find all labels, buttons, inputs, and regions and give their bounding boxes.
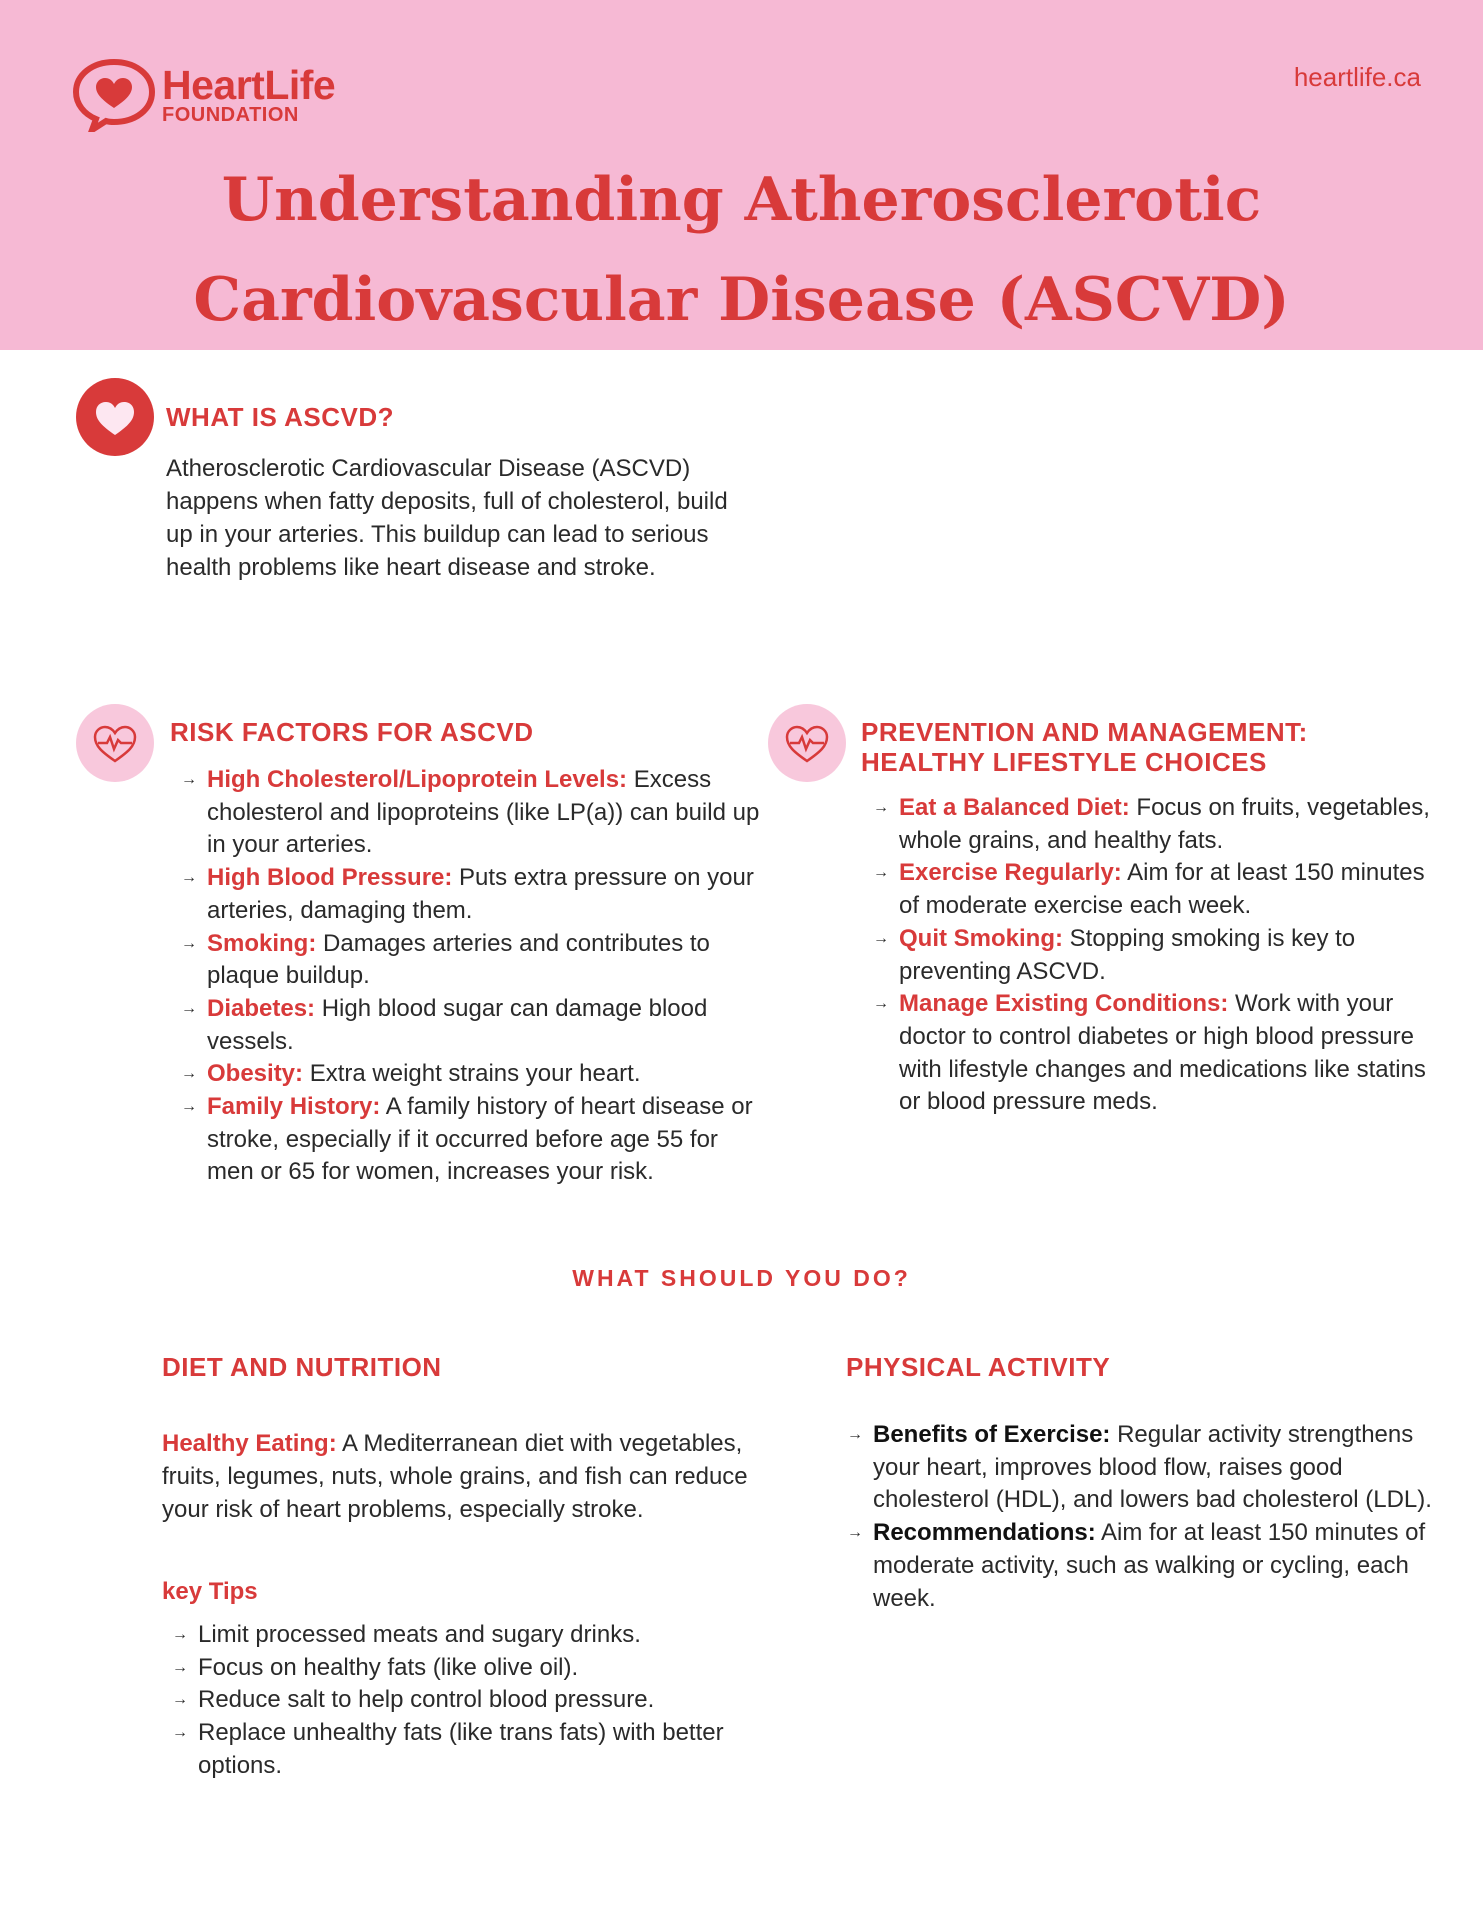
arrow-icon: →	[873, 799, 889, 816]
list-item	[847, 1517, 1437, 1615]
list-item	[181, 1058, 771, 1091]
activity-list	[847, 1419, 1437, 1615]
arrow-icon: →	[847, 1524, 863, 1542]
arrow-icon: →	[172, 1691, 188, 1709]
risk-term: Family History:	[207, 1093, 381, 1121]
prevention-text: Work with your doctor to control diabetes or high blood pressure with lifestyle changes and medications like statins or blood pressure meds.	[899, 990, 1426, 1116]
risk-term: Obesity:	[207, 1060, 304, 1088]
what-to-do-heading: WHAT SHOULD YOU DO?	[572, 1265, 911, 1291]
activity-term: Benefits of Exercise:	[873, 1421, 1111, 1448]
activity-heading: PHYSICAL ACTIVITY	[846, 1352, 1111, 1382]
activity-term: Recommendations:	[873, 1519, 1096, 1547]
list-item	[873, 857, 1433, 922]
list-item	[873, 988, 1433, 1119]
activity-text: Regular activity strengthens your heart, improves blood flow, raises good cholesterol (HDL), and lowers bad cholesterol (LDL).	[873, 1421, 1432, 1514]
risk-factors-heading: RISK FACTORS FOR ASCVD	[170, 717, 534, 747]
prevention-term: Quit Smoking:	[899, 924, 1063, 952]
page-header	[0, 0, 1483, 350]
arrow-icon: →	[181, 934, 197, 952]
tip-text: Focus on healthy fats (like olive oil).	[198, 1653, 579, 1681]
heart-icon	[76, 378, 154, 456]
what-is-line: health problems like heart disease and stroke.	[166, 554, 656, 581]
prevention-term: Manage Existing Conditions:	[899, 990, 1229, 1018]
diet-heading: DIET AND NUTRITION	[162, 1352, 442, 1382]
prevention-text: Aim for at least 150 minutes of moderate exercise each week.	[899, 859, 1425, 920]
arrow-icon: →	[172, 1658, 188, 1676]
risk-term: High Cholesterol/Lipoprotein Levels:	[207, 766, 628, 793]
arrow-icon: →	[873, 929, 889, 947]
heartbeat-icon	[768, 704, 846, 782]
what-is-heading: WHAT IS ASCVD?	[166, 402, 394, 432]
risk-text: Extra weight strains your heart.	[309, 1060, 641, 1088]
list-item	[873, 923, 1433, 988]
page-title-line-2: Cardiovascular Disease (ASCVD)	[193, 265, 1290, 335]
key-tips-list	[172, 1619, 762, 1783]
list-item	[181, 764, 771, 862]
arrow-icon: →	[181, 771, 197, 788]
arrow-icon: →	[181, 999, 197, 1017]
page-title	[0, 150, 1483, 350]
prevention-term: Eat a Balanced Diet:	[899, 794, 1130, 821]
heartlife-logo[interactable]	[72, 58, 372, 132]
arrow-icon: →	[181, 1065, 197, 1083]
prevention-term: Exercise Regularly:	[899, 859, 1122, 887]
arrow-icon: →	[847, 1426, 863, 1443]
prevention-list	[873, 792, 1433, 1119]
arrow-icon: →	[172, 1626, 188, 1643]
list-item	[172, 1652, 762, 1685]
risk-term: Smoking:	[207, 929, 317, 957]
list-item	[847, 1419, 1437, 1517]
activity-text: Aim for at least 150 minutes of moderate activity, such as walking or cycling, each week.	[873, 1519, 1426, 1612]
tip-text: Reduce salt to help control blood pressure.	[198, 1686, 655, 1714]
list-item	[172, 1619, 762, 1652]
risk-factors-list	[181, 764, 771, 1189]
arrow-icon: →	[172, 1724, 188, 1742]
what-is-line: Atherosclerotic Cardiovascular Disease (ASCVD)	[166, 455, 691, 482]
diet-intro-term: Healthy Eating:	[162, 1430, 337, 1457]
risk-term: Diabetes:	[207, 994, 316, 1022]
risk-text: Puts extra pressure on your arteries, damaging them.	[207, 864, 754, 924]
prevention-heading-line-2: HEALTHY LIFESTYLE CHOICES	[861, 747, 1267, 777]
risk-text: Damages arteries and contributes to plaque buildup.	[207, 929, 710, 990]
risk-text: A family history of heart disease or stroke, especially if it occurred before age 55 for men or 65 for women, increases your risk.	[207, 1093, 753, 1186]
arrow-icon: →	[181, 869, 197, 887]
page-title-line-1: Understanding Atherosclerotic	[221, 165, 1262, 235]
prevention-heading	[861, 717, 1308, 777]
tip-text: Replace unhealthy fats (like trans fats) with better options.	[198, 1719, 724, 1779]
risk-text: High blood sugar can damage blood vessels.	[207, 994, 708, 1055]
list-item	[873, 792, 1433, 857]
list-item	[172, 1684, 762, 1717]
arrow-icon: →	[873, 864, 889, 882]
prevention-heading-line-1: PREVENTION AND MANAGEMENT:	[861, 717, 1308, 747]
arrow-icon: →	[873, 995, 889, 1013]
risk-text: Excess cholesterol and lipoproteins (like LP(a)) can build up in your arteries.	[207, 766, 760, 859]
prevention-text: Focus on fruits, vegetables, whole grains, and healthy fats.	[899, 794, 1430, 854]
prevention-text: Stopping smoking is key to preventing ASCVD.	[899, 924, 1356, 985]
list-item	[181, 928, 771, 993]
list-item	[172, 1717, 762, 1782]
key-tips-heading: key Tips	[162, 1578, 258, 1605]
tip-text: Limit processed meats and sugary drinks.	[198, 1621, 641, 1648]
risk-term: High Blood Pressure:	[207, 864, 453, 892]
arrow-icon: →	[181, 1098, 197, 1116]
what-is-paragraph	[166, 452, 866, 584]
what-is-line: happens when fatty deposits, full of cholesterol, build	[166, 488, 728, 515]
logo-subtitle: FOUNDATION	[162, 104, 299, 126]
logo-title: HeartLife	[162, 62, 336, 108]
list-item	[181, 993, 771, 1058]
site-url-link[interactable]: heartlife.ca	[1293, 62, 1421, 92]
diet-paragraph	[162, 1427, 762, 1526]
heartbeat-icon	[76, 704, 154, 782]
diet-intro-text: A Mediterranean diet with vegetables, fruits, legumes, nuts, whole grains, and fish can reduce your risk of heart problems, especially stroke.	[162, 1430, 748, 1523]
list-item	[181, 1091, 771, 1189]
logo-heart-bubble-icon	[72, 58, 156, 132]
what-is-line: up in your arteries. This buildup can lead to serious	[166, 521, 709, 548]
list-item	[181, 862, 771, 927]
